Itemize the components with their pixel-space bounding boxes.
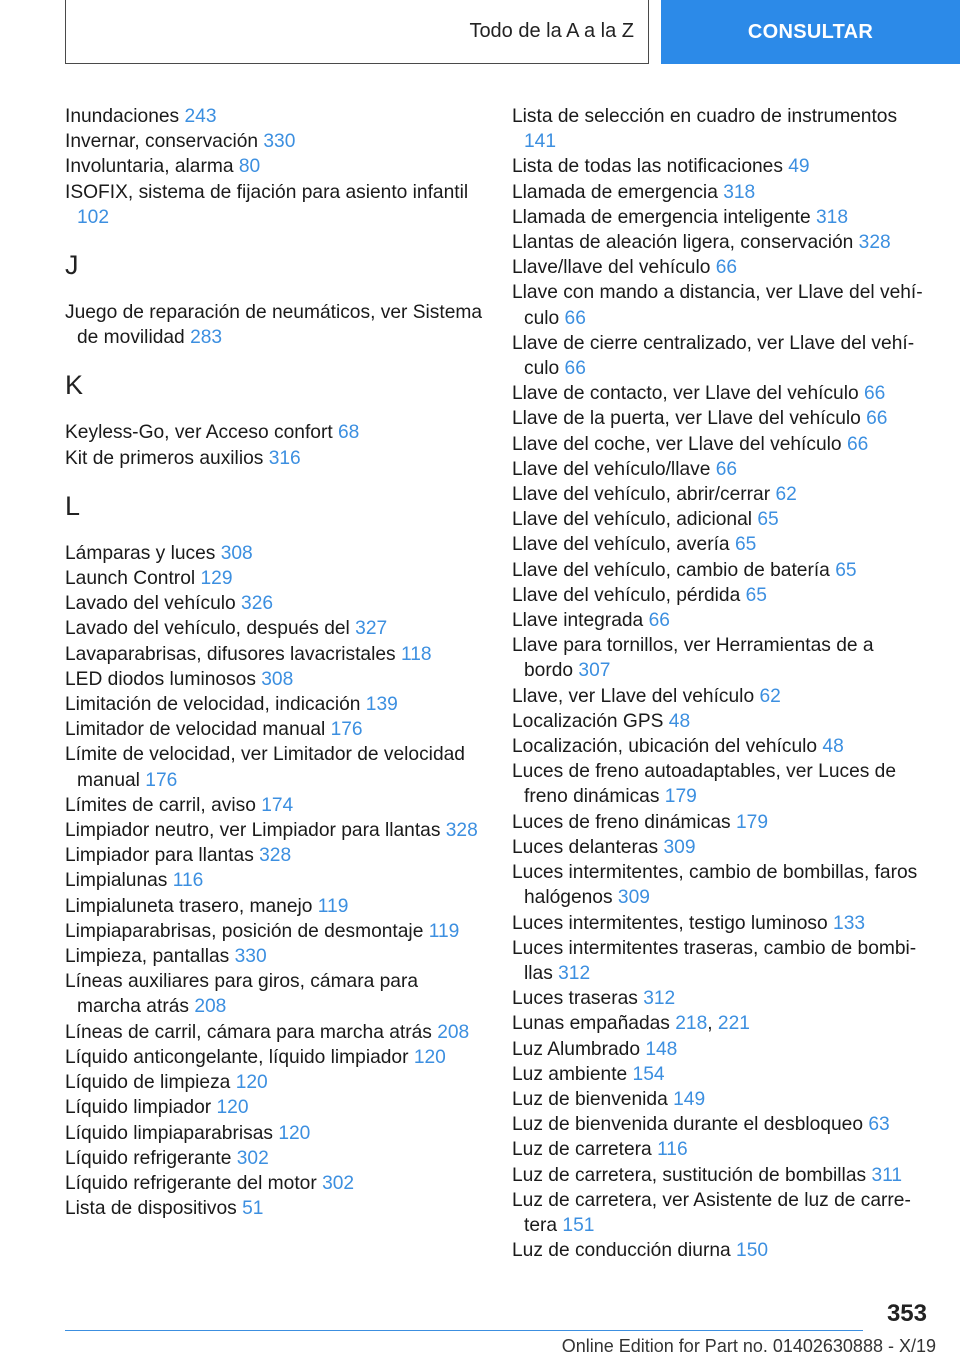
index-entry-text: Limpialunas — [65, 870, 168, 892]
index-column-right — [512, 104, 927, 1263]
page-reference-link[interactable]: 66 — [715, 458, 738, 480]
page-reference-link[interactable]: 283 — [190, 327, 223, 349]
index-entry — [512, 684, 927, 709]
index-entry-text: Luz ambiente — [512, 1063, 628, 1085]
page-reference-link[interactable]: 179 — [736, 811, 769, 833]
index-entry — [512, 381, 927, 406]
page-reference-link[interactable]: 327 — [355, 618, 388, 640]
page-reference-link[interactable]: 66 — [648, 610, 670, 632]
page-reference-link[interactable]: 312 — [643, 988, 676, 1010]
index-entry — [65, 566, 485, 591]
tab-consult[interactable] — [661, 0, 960, 64]
page-reference-link[interactable]: 141 — [524, 131, 557, 153]
page-reference-link[interactable]: 176 — [145, 769, 178, 791]
page-reference-link[interactable]: 149 — [673, 1088, 706, 1110]
index-letter-heading: L — [65, 490, 81, 521]
index-entry-text: Limpiador para llantas — [65, 845, 254, 867]
index-entry — [512, 1087, 927, 1112]
index-entry-text: Llave del vehículo, adicional — [512, 509, 753, 531]
index-entry-text: Invernar, conservación — [65, 131, 259, 153]
index-entry — [65, 300, 485, 350]
index-entry-text: Limpialuneta trasero, manejo — [65, 895, 313, 917]
page-reference-link[interactable]: 302 — [236, 1147, 269, 1169]
index-entry-text: Líquido de limpieza — [65, 1072, 231, 1094]
index-entry-text: Llave/llave del vehículo — [512, 257, 711, 279]
page-reference-link[interactable]: 328 — [445, 820, 478, 842]
index-entry — [65, 1196, 485, 1221]
index-entry-text: Juego de reparación de neumáticos, ver Sistema de movilidad — [65, 302, 483, 349]
index-entry — [65, 818, 485, 843]
footer-divider — [65, 1330, 863, 1331]
index-entry-text: Líneas auxiliares para giros, cámara para marcha atrás — [65, 971, 419, 1018]
page-reference-link[interactable]: 243 — [184, 106, 217, 127]
index-entry — [512, 154, 927, 179]
page-reference-link[interactable]: 309 — [617, 887, 650, 909]
page-reference-link[interactable]: 66 — [864, 383, 886, 405]
index-entry-text: Kit de primeros auxilios — [65, 447, 264, 469]
index-entry — [65, 969, 485, 1019]
index-entry-text: Luces intermitentes traseras, cambio de bombillas — [512, 937, 917, 984]
page-reference-link[interactable]: 49 — [788, 156, 810, 178]
page-reference-link[interactable]: 176 — [330, 719, 363, 741]
index-entry — [512, 406, 927, 431]
index-entry — [65, 1095, 485, 1120]
index-entry — [65, 793, 485, 818]
index-entry-text: Llave del vehículo/llave — [512, 458, 711, 480]
index-entry-text: Luz de carretera, ver Asistente de luz de carretera — [512, 1189, 911, 1236]
index-entry-text: Luz de bienvenida durante el desbloqueo — [512, 1114, 863, 1136]
index-entry — [512, 104, 927, 154]
index-letter-heading: J — [65, 250, 79, 281]
page-reference-link[interactable]: 120 — [278, 1122, 311, 1144]
page-reference-link[interactable]: 308 — [220, 542, 253, 564]
page-reference-link[interactable]: 150 — [736, 1240, 769, 1262]
page-reference-link[interactable]: 66 — [846, 433, 869, 455]
index-entry-text: Líquido limpiaparabrisas — [65, 1122, 273, 1144]
index-entry-text: Localización GPS — [512, 710, 664, 732]
index-entry-text: Luz de carretera, sustitución de bombillas — [512, 1164, 867, 1186]
index-entry-text: Líquido refrigerante — [65, 1147, 232, 1169]
index-entry — [512, 911, 927, 936]
page-reference-link[interactable]: 328 — [259, 845, 292, 867]
index-entry — [512, 1037, 927, 1062]
page-reference-link[interactable]: 309 — [663, 836, 696, 858]
page-reference-link[interactable]: 66 — [866, 408, 888, 430]
index-entry-text: Llave de contacto, ver Llave del vehículo — [512, 383, 859, 405]
index-entry-text: Llamada de emergencia inteligente — [512, 206, 811, 228]
page-reference-link[interactable]: 116 — [172, 870, 204, 892]
index-entry-text: Líquido refrigerante del motor — [65, 1172, 317, 1194]
index-entry-text: Lista de selección en cuadro de instrumentos — [512, 106, 898, 127]
tab-index-label: Todo de la A a la Z — [469, 20, 634, 42]
index-entry — [65, 944, 485, 969]
index-entry-text: Lavado del vehículo — [65, 593, 236, 615]
index-entry — [512, 457, 927, 482]
index-entry — [65, 692, 485, 717]
page-reference-link[interactable]: 133 — [833, 912, 866, 934]
index-entry — [512, 986, 927, 1011]
index-entry — [512, 205, 927, 230]
page-reference-link[interactable]: 154 — [632, 1063, 665, 1085]
index-entry — [512, 810, 927, 835]
index-entry-text: Limpieza, pantallas — [65, 946, 230, 968]
index-entry — [512, 507, 927, 532]
index-entry-text: Llave integrada — [512, 610, 644, 632]
page-reference-link[interactable]: 218 — [675, 1013, 708, 1035]
index-entry-text: Líquido limpiador — [65, 1097, 212, 1119]
index-entry-text: Launch Control — [65, 568, 196, 590]
page-reference-link[interactable]: 328 — [858, 232, 891, 254]
page-reference-link[interactable]: 139 — [365, 694, 398, 716]
page-reference-link[interactable]: 318 — [723, 181, 756, 203]
index-entry — [512, 331, 927, 381]
footer-edition: Online Edition for Part no. 01402630888 - X/19 — [561, 1336, 936, 1356]
index-entry-text: Límites de carril, aviso — [65, 794, 256, 816]
page-reference-link[interactable]: 148 — [645, 1038, 678, 1060]
index-entry — [65, 868, 485, 893]
page-reference-link[interactable]: 102 — [77, 206, 110, 228]
index-entry-text: Líneas de carril, cámara para marcha atrás — [65, 1021, 432, 1043]
page-reference-link[interactable]: 316 — [268, 447, 301, 469]
index-entry — [65, 843, 485, 868]
page-reference-link[interactable]: 65 — [835, 559, 857, 581]
page-reference-link[interactable]: 65 — [745, 584, 767, 606]
page-reference-link[interactable]: 116 — [657, 1139, 688, 1161]
page-reference-link[interactable]: 51 — [242, 1198, 264, 1220]
page-reference-link[interactable]: 221 — [717, 1013, 750, 1035]
page-reference-link[interactable]: 63 — [868, 1114, 890, 1136]
page-reference-link[interactable]: 307 — [578, 660, 611, 682]
page-number: 353 — [886, 1300, 927, 1327]
index-entry — [65, 420, 485, 445]
index-entry — [65, 642, 485, 667]
page-reference-link[interactable]: 120 — [216, 1097, 249, 1119]
index-entry — [65, 1045, 485, 1070]
page-reference-link[interactable]: 308 — [261, 668, 294, 690]
index-entry — [512, 860, 927, 910]
index-entry-text: Luces de freno autoadaptables, ver Luces de freno dinámicas — [512, 761, 897, 808]
index-entry — [512, 583, 927, 608]
index-entry-text: Luces intermitentes, cambio de bombillas, faros halógenos — [512, 862, 918, 909]
index-entry-text: Lavaparabrisas, difusores lavacristales — [65, 643, 396, 665]
index-column-left — [65, 104, 485, 1221]
index-entry-text: Lámparas y luces — [65, 542, 216, 564]
index-entry-text: Llave del vehículo, pérdida — [512, 584, 741, 606]
index-entry-text: Luz de conducción diurna — [512, 1240, 731, 1262]
index-entry-text: Llave de cierre centralizado, ver Llave del vehículo — [512, 332, 915, 380]
page-reference-link[interactable]: 318 — [816, 206, 849, 228]
index-entry-text: Límite de velocidad, ver Limitador de velocidad manual — [65, 744, 465, 791]
page-reference-link[interactable]: 312 — [558, 962, 591, 984]
index-entry-text: Luz de carretera — [512, 1139, 652, 1161]
index-entry — [65, 616, 485, 641]
index-entry-text: Lavado del vehículo, después del — [65, 618, 350, 640]
index-entry-text: Lista de dispositivos — [65, 1198, 237, 1220]
index-entry-text: Inundaciones — [65, 106, 180, 127]
index-entry — [512, 1238, 927, 1263]
page-reference-link[interactable]: 65 — [757, 509, 779, 531]
page-reference-link[interactable]: 65 — [734, 534, 757, 556]
index-entry-text: Llave del vehículo, abrir/cerrar — [512, 484, 771, 506]
index-entry-text: Limitador de velocidad manual — [65, 719, 326, 741]
index-entry — [512, 936, 927, 986]
index-entry — [65, 717, 485, 742]
index-entry-text: Limitación de velocidad, indicación — [65, 694, 361, 716]
index-entry — [512, 255, 927, 280]
page-reference-link[interactable]: 302 — [322, 1172, 355, 1194]
page-reference-link[interactable]: 66 — [564, 358, 586, 380]
tab-index-a-z[interactable] — [65, 0, 649, 64]
index-entry — [512, 1163, 927, 1188]
page-reference-link[interactable]: 68 — [338, 422, 360, 444]
index-entry-text: Llave para tornillos, ver Herramientas de a bordo — [512, 635, 874, 682]
page-reference-link[interactable]: 66 — [715, 257, 738, 279]
index-entry — [65, 129, 485, 154]
index-entry-text: ISOFIX, sistema de fijación para asiento infantil — [65, 181, 469, 203]
index-entry — [512, 230, 927, 255]
index-entry — [65, 154, 485, 179]
page-reference-link[interactable]: 208 — [194, 996, 227, 1018]
index-entry-text: Líquido anticongelante, líquido limpiador — [65, 1046, 409, 1068]
page-reference-link[interactable]: 62 — [759, 685, 781, 707]
index-entry — [512, 835, 927, 860]
index-entry — [65, 1146, 485, 1171]
index-entry — [512, 633, 927, 683]
page-reference-link[interactable]: 120 — [235, 1072, 268, 1094]
index-entry-text: Limpiaparabrisas, posición de desmontaje — [65, 920, 424, 942]
index-entry — [512, 280, 927, 330]
index-entry — [65, 1070, 485, 1095]
index-entry-text: LED diodos luminosos — [65, 668, 256, 690]
page-reference-link[interactable]: 330 — [234, 946, 267, 968]
index-entry — [512, 1188, 927, 1238]
page-reference-link[interactable]: 208 — [437, 1021, 470, 1043]
page-reference-link[interactable]: 179 — [664, 786, 697, 808]
index-entry — [512, 1137, 927, 1162]
page-reference-link[interactable]: 151 — [562, 1214, 595, 1236]
index-entry — [65, 104, 485, 129]
index-entry-text: Luces delanteras — [512, 836, 659, 858]
index-entry — [512, 1062, 927, 1087]
index-entry — [65, 1121, 485, 1146]
index-letter-heading: K — [65, 370, 84, 401]
index-entry — [65, 446, 485, 471]
page-reference-link[interactable]: 80 — [238, 156, 261, 178]
index-entry-text: Lunas empañadas — [512, 1013, 670, 1035]
index-entry — [65, 742, 485, 792]
index-entry — [512, 432, 927, 457]
page-reference-link[interactable]: 48 — [668, 710, 691, 732]
index-entry — [512, 558, 927, 583]
index-entry-text: Involuntaria, alarma — [65, 156, 234, 178]
index-entry — [65, 180, 485, 230]
index-entry-text: Lista de todas las notificaciones — [512, 156, 783, 178]
index-entry — [512, 709, 927, 734]
index-entry-text: Llave del coche, ver Llave del vehículo — [512, 433, 842, 455]
page-reference-link[interactable]: 330 — [263, 131, 296, 153]
index-entry — [512, 759, 927, 809]
index-entry-text: Luces traseras — [512, 988, 638, 1010]
page-reference-link[interactable]: 119 — [317, 895, 349, 917]
index-entry — [512, 734, 927, 759]
page-reference-link[interactable]: 311 — [871, 1164, 903, 1186]
page-reference-link[interactable]: 48 — [822, 736, 844, 758]
index-entry — [512, 608, 927, 633]
page-reference-link[interactable]: 66 — [564, 307, 586, 329]
index-entry — [65, 1020, 485, 1045]
index-entry-text: Llave del vehículo, avería — [512, 534, 730, 556]
index-entry-text: Keyless-Go, ver Acceso confort — [65, 422, 333, 444]
index-entry — [512, 180, 927, 205]
index-entry-text: Luz de bienvenida — [512, 1088, 668, 1110]
index-entry-text: Llave de la puerta, ver Llave del vehículo — [512, 408, 861, 430]
index-entry — [65, 541, 485, 566]
index-entry — [65, 667, 485, 692]
index-entry — [65, 894, 485, 919]
index-entry — [512, 532, 927, 557]
index-entry-text: Llave del vehículo, cambio de batería — [512, 559, 830, 581]
index-entry-text: Limpiador neutro, ver Limpiador para llantas — [65, 820, 441, 842]
index-entry — [512, 482, 927, 507]
page-reference-link[interactable]: 118 — [400, 643, 432, 665]
index-entry-text: Localización, ubicación del vehículo — [512, 736, 818, 758]
index-entry-text: Llave con mando a distancia, ver Llave del vehículo — [512, 282, 923, 329]
index-entry: Lunas empañadas 218, 221 — [512, 1013, 750, 1035]
page-reference-link[interactable]: 119 — [428, 920, 460, 942]
tab-consult-label: CONSULTAR — [747, 20, 874, 43]
index-entry-text: Llave, ver Llave del vehículo — [512, 685, 755, 707]
index-entry-text: Luces intermitentes, testigo luminoso — [512, 912, 828, 934]
page-reference-link[interactable]: 174 — [261, 794, 294, 816]
index-entry-text: Llamada de emergencia — [512, 181, 718, 203]
index-entry-text: Luces de freno dinámicas — [512, 811, 731, 833]
index-entry — [512, 1112, 927, 1137]
page-reference-link[interactable]: 326 — [241, 593, 274, 615]
page-reference-link[interactable]: 129 — [200, 568, 233, 590]
page-reference-link[interactable]: 62 — [775, 484, 797, 506]
index-entry-text: Luz Alumbrado — [512, 1038, 640, 1060]
index-entry-text: Llantas de aleación ligera, conservación — [512, 232, 854, 254]
index-entry — [65, 1171, 485, 1196]
index-entry — [65, 919, 485, 944]
page-reference-link[interactable]: 120 — [413, 1046, 446, 1068]
index-entry — [65, 591, 485, 616]
